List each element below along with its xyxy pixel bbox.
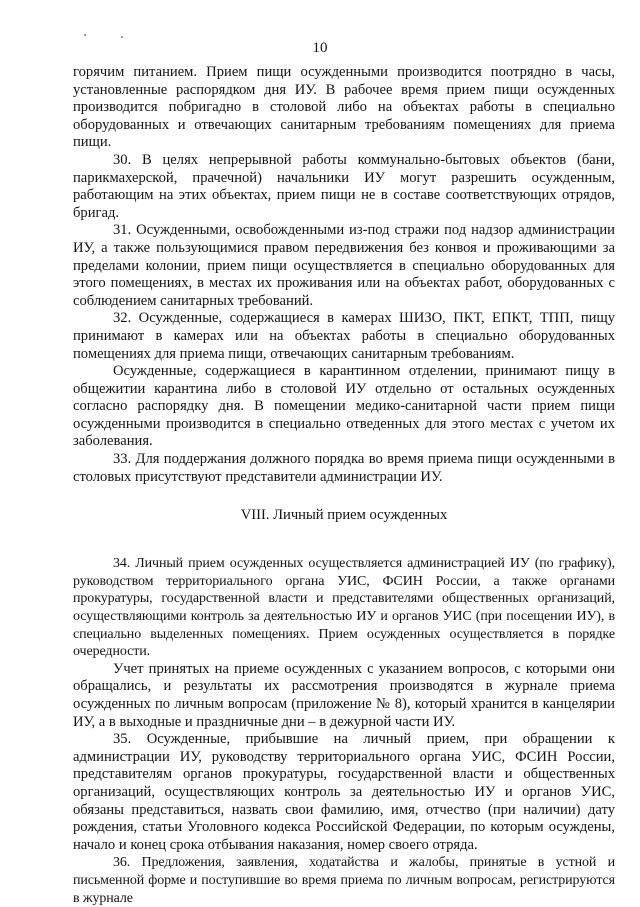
paragraph-continuation: горячим питанием. Прием пищи осужденными производится поотрядно в часы, установленные распорядком дня ИУ. В рабочее время прием пищи осужденных производится побригадно в столовой либо на объектах работы в специально оборудованных и отвечающих санитарным требованиям помещениях для приема пищи. bbox=[73, 64, 615, 151]
document-body bbox=[73, 64, 615, 907]
paragraph-34: 34. Личный прием осужденных осуществляется администрацией ИУ (по графику), руководством территориального органа УИС, ФСИН России, а также органами прокуратуры, государственной власти и представителями общественных организаций, осуществляющими контроль за деятельностью ИУ и органов УИС (при посещении ИУ), в специально выделенных помещениях. Прием осужденных осуществляется в порядке очередности. bbox=[73, 556, 615, 660]
paragraph-31: 31. Осужденными, освобожденными из-под стражи под надзор администрации ИУ, а также пользующимися правом передвижения без конвоя и проживающими за пределами колонии, прием пищи осуществляется в специально оборудованных для этого помещениях, в местах их проживания или на объектах работ, оборудованных с соблюдением санитарных требований. bbox=[73, 222, 615, 309]
scan-speck bbox=[121, 36, 123, 38]
paragraph-35: 35. Осужденные, прибывшие на личный прием, при обращении к администрации ИУ, руководству территориального органа УИС, ФСИН России, представителям органов прокуратуры, государственной власти и общественных организаций, осуществляющих контроль за деятельностью ИУ и органов УИС, обязаны представиться, назвать свои фамилию, имя, отчество (при наличии) дату рождения, статьи Уголовного кодекса Российской Федерации, по которым осуждены, начало и конец срока отбывания наказания, номер своего отряда. bbox=[73, 731, 615, 853]
section-heading: VIII. Личный прием осужденных bbox=[240, 507, 448, 524]
paragraph-32-quarantine: Осужденные, содержащиеся в карантинном отделении, принимают пищу в общежитии карантина либо в столовой ИУ отдельно от остальных осужденных согласно распорядку дня. В помещении медико-санитарной части прием пищи осужденными производится в специально отведенных для этого местах с учетом их заболевания. bbox=[73, 363, 615, 450]
paragraph-36: 36. Предложения, заявления, ходатайства и жалобы, принятые в устной и письменной форме и поступившие во время приема по личным вопросам, регистрируются в журнале bbox=[73, 855, 615, 906]
page-number: 10 bbox=[312, 40, 328, 56]
paragraph-34-registry: Учет принятых на приеме осужденных с указанием вопросов, с которыми они обращались, и результаты их рассмотрения производятся в журнале приема осужденных по личным вопросам (приложение № 8), который хранится в канцелярии ИУ, а в выходные и праздничные дни – в дежурной части ИУ. bbox=[73, 660, 615, 730]
paragraph-30: 30. В целях непрерывной работы коммунально-бытовых объектов (бани, парикмахерской, прачечной) начальники ИУ могут разрешить осужденным, работающим на этих объектах, прием пищи не в составе соответствующих отрядов, бригад. bbox=[73, 151, 615, 221]
paragraph-32: 32. Осужденные, содержащиеся в камерах ШИЗО, ПКТ, ЕПКТ, ТПП, пищу принимают в камерах или на объектах работы в специально оборудованных помещениях для приема пищи, отвечающих санитарным требованиям. bbox=[73, 310, 615, 362]
scan-speck bbox=[84, 34, 86, 36]
paragraph-33: 33. Для поддержания должного порядка во время приема пищи осужденными в столовых присутствуют представители администрации ИУ. bbox=[73, 451, 615, 485]
